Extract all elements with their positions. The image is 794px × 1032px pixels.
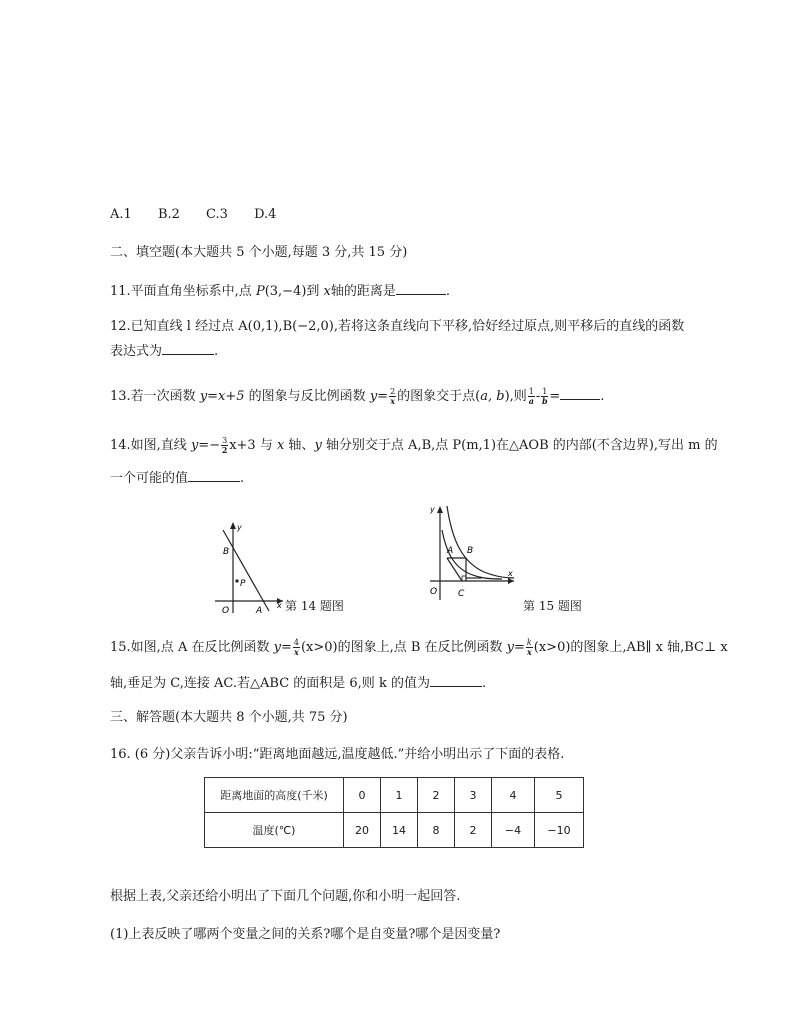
q11-point: P (255, 284, 265, 299)
question-15-line2 (110, 674, 486, 693)
table-cell: 8 (418, 813, 455, 848)
answer-blank[interactable] (430, 674, 482, 687)
table-header-height: 距离地面的高度(千米) (205, 778, 344, 813)
fraction: $\frac{4}{x}$ (293, 638, 299, 657)
table-cell: 0 (344, 778, 381, 813)
q11-text-c: 轴的距离是 (330, 284, 396, 299)
fig14-origin: O (222, 606, 230, 616)
q14-text-b: x+3 与 (229, 438, 277, 453)
table-cell: 2 (418, 778, 455, 813)
figure-15 (422, 500, 542, 605)
table-row (205, 778, 584, 813)
height-temperature-table (204, 777, 584, 848)
answer-blank[interactable] (560, 387, 600, 400)
fig14-x-label: x (277, 601, 282, 610)
table-cell: 14 (381, 813, 418, 848)
answer-blank[interactable] (396, 282, 446, 295)
fig15-y-label: y (430, 505, 435, 514)
q12-end: . (214, 344, 219, 359)
table-cell: 1 (381, 778, 418, 813)
q13-end: . (600, 389, 605, 404)
question-14-line2 (110, 469, 244, 488)
q11-text-b: (3,−4)到 (264, 284, 324, 299)
fraction: $\frac{k}{x}$ (526, 638, 532, 657)
question-13 (110, 387, 604, 406)
question-16-part-1: (1)上表反映了哪两个变量之间的关系?哪个是自变量?哪个是因变量? (110, 927, 501, 942)
table-cell: 20 (344, 813, 381, 848)
question-11 (110, 282, 450, 301)
q15-y1: y= (273, 640, 292, 655)
table-cell: 4 (492, 778, 535, 813)
q13-eq: = (549, 389, 561, 404)
option-a: A.1 (110, 207, 132, 222)
fig14-caption: 第 14 题图 (285, 599, 344, 613)
fraction: $\frac{1}{a}$ (528, 387, 534, 406)
q13-text-b: 的图象与反比例函数 (244, 389, 370, 404)
option-d: D.4 (254, 207, 277, 222)
q13-y: y= (369, 389, 389, 404)
table-cell: 5 (535, 778, 584, 813)
q10-options (110, 206, 298, 224)
table-cell: 2 (455, 813, 492, 848)
q11-text-a: 11.平面直角坐标系中,点 (110, 284, 256, 299)
fig15-point-b: B (467, 546, 474, 556)
q11-x: x (323, 284, 331, 299)
section-3-heading: 三、解答题(本大题共 8 个小题,共 75 分) (110, 710, 348, 725)
q13-text-c: 的图象交于点( (397, 389, 481, 404)
fig14-point-b: B (223, 547, 230, 557)
q14-text-c: 轴、 (284, 438, 315, 453)
q15-text-b: (x>0)的图象上,点 B 在反比例函数 (300, 640, 507, 655)
q15-text-a: 15.如图,点 A 在反比例函数 (110, 640, 274, 655)
q13-text-a: 13.若一次函数 (110, 389, 200, 404)
fig15-point-c: C (458, 589, 465, 599)
fig14-y-label: y (237, 523, 242, 532)
table-cell: −4 (492, 813, 535, 848)
fig15-point-a: A (447, 546, 454, 556)
question-16: 16. (6 分)父亲告诉小明:“距离地面越远,温度越低.”并给小明出示了下面的表格. (110, 747, 565, 762)
table-row (205, 813, 584, 848)
option-c: C.3 (206, 207, 228, 222)
table-header-temperature: 温度(℃) (205, 813, 344, 848)
fraction: $\frac{2}{x}$ (390, 387, 396, 406)
after-table-text: 根据上表,父亲还给小明出了下面几个问题,你和小明一起回答. (110, 889, 461, 904)
q14-text-a: 14.如图,直线 (110, 438, 191, 453)
fraction: $\frac{1}{b}$ (542, 387, 548, 406)
q14-x: x (276, 438, 285, 453)
q12-text: 表达式为 (110, 344, 163, 359)
q13-text-d: ),则 (504, 389, 527, 404)
question-14-line1 (110, 437, 718, 455)
fig15-caption: 第 15 题图 (523, 599, 582, 613)
answer-blank[interactable] (162, 342, 214, 355)
q15-text-line2: 轴,垂足为 C,连接 AC.若△ABC 的面积是 6,则 k 的值为 (110, 676, 430, 691)
fig15-x-label: x (508, 569, 513, 578)
q14-text-line2: 一个可能的值 (110, 471, 189, 486)
q13-linear-fn: y=x+5 (199, 389, 245, 404)
q11-text-d: . (445, 284, 451, 299)
q15-text-c: (x>0)的图象上,AB∥ x 轴,BC⊥ x (533, 640, 728, 655)
question-12-line1: 12.已知直线 l 经过点 A(0,1),B(−2,0),若将这条直线向下平移,恰好经过原点,则平移后的直线的函数 (110, 319, 685, 334)
q14-y: y=− (190, 438, 221, 453)
table-cell: −10 (535, 813, 584, 848)
q15-end: . (481, 676, 487, 691)
q13-minus: - (535, 389, 541, 404)
question-15-line1 (110, 639, 728, 657)
fraction: $\frac{3}{2}$ (221, 436, 228, 455)
section-2-heading: 二、填空题(本大题共 5 个小题,每题 3 分,共 15 分) (110, 245, 408, 260)
question-12-line2 (110, 342, 218, 361)
q15-y2: y= (506, 640, 525, 655)
fig14-point-a: A (256, 606, 263, 616)
q13-ab: a, b (480, 389, 505, 404)
option-b: B.2 (157, 207, 180, 222)
q14-end: . (240, 471, 245, 486)
fig14-point-p: P (240, 579, 246, 589)
answer-blank[interactable] (188, 469, 240, 482)
fig15-origin: O (430, 587, 438, 597)
q14-yy: y (314, 438, 322, 453)
table-cell: 3 (455, 778, 492, 813)
q14-text-d: 轴分别交于点 A,B,点 P(m,1)在△AOB 的内部(不含边界),写出 m 的 (321, 438, 718, 453)
